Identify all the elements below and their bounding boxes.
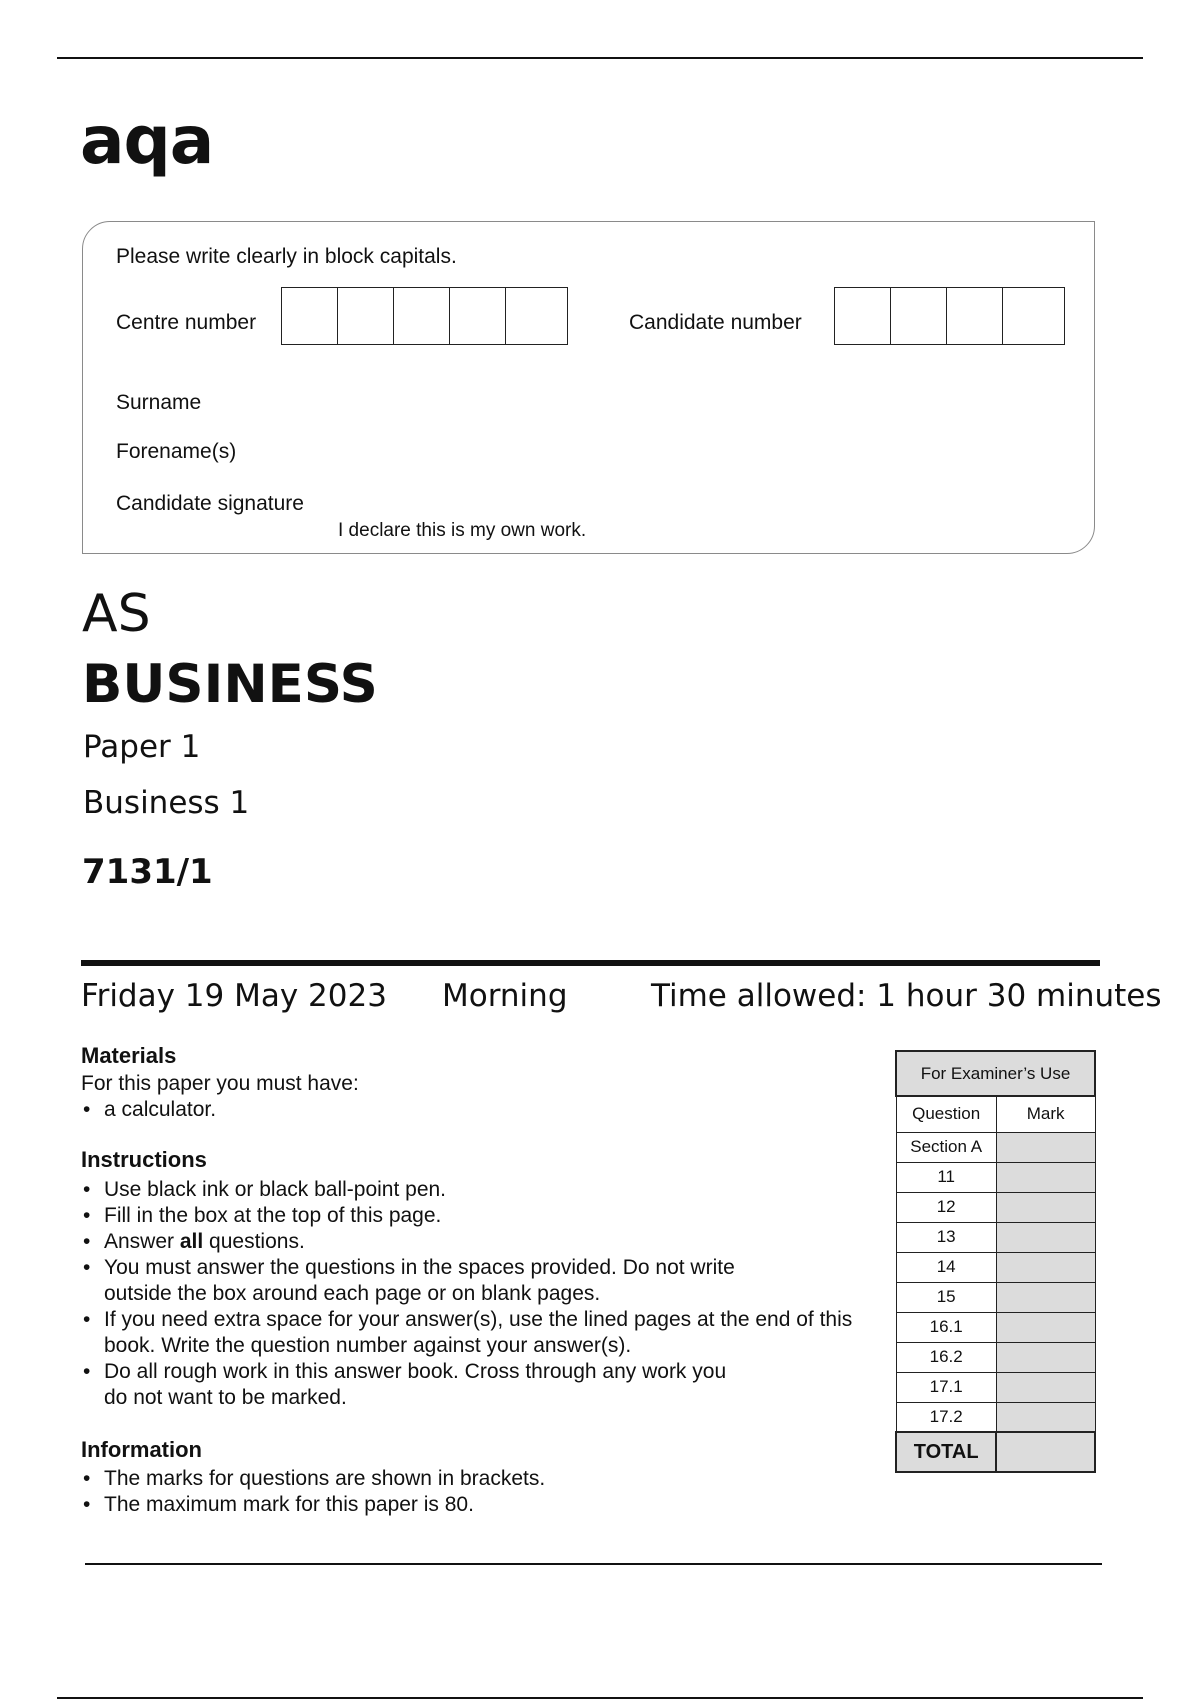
centre-number-label: Centre number — [116, 311, 257, 334]
list-item: • The maximum mark for this paper is 80. — [81, 1492, 861, 1518]
list-item: • If you need extra space for your answer(s), use the lined pages at the end of this book. Write the question number against your answer(s). — [81, 1307, 894, 1359]
information-heading: Information — [81, 1437, 202, 1462]
thick-rule — [81, 960, 1100, 966]
mark-cell — [996, 1132, 1095, 1162]
candidate-number-cell[interactable] — [947, 288, 1003, 344]
candidate-number-cell[interactable] — [835, 288, 891, 344]
mark-cell — [996, 1192, 1095, 1222]
information-list — [81, 1466, 861, 1518]
question-label: 16.1 — [896, 1312, 996, 1342]
materials-list — [81, 1097, 861, 1123]
mark-cell — [996, 1402, 1095, 1432]
mark-cell — [996, 1342, 1095, 1372]
footer-rule — [85, 1563, 1102, 1565]
centre-number-cell[interactable] — [450, 288, 506, 344]
examiner-use-table — [895, 1050, 1096, 1473]
component-name: Business 1 — [83, 785, 250, 821]
candidate-number-boxes — [834, 287, 1065, 345]
signature-label: Candidate signature — [116, 492, 304, 515]
paper-code: 7131/1 — [82, 852, 213, 892]
centre-number-cell[interactable] — [338, 288, 394, 344]
list-item: • The marks for questions are shown in brackets. — [81, 1466, 861, 1492]
candidate-number-cell[interactable] — [1003, 288, 1059, 344]
qualification-level: AS — [82, 584, 151, 644]
materials-intro: For this paper you must have: — [81, 1072, 359, 1095]
mark-cell — [996, 1222, 1095, 1252]
examiner-table-title: For Examiner’s Use — [896, 1051, 1095, 1096]
list-item: • Answer all questions. — [81, 1229, 871, 1255]
question-label: Section A — [896, 1132, 996, 1162]
mark-cell — [996, 1162, 1095, 1192]
bottom-rule — [57, 1697, 1143, 1699]
mark-cell — [996, 1252, 1095, 1282]
subject-title: BUSINESS — [82, 654, 378, 715]
exam-date: Friday 19 May 2023 — [81, 978, 387, 1014]
question-label: 11 — [896, 1162, 996, 1192]
question-label: 12 — [896, 1192, 996, 1222]
candidate-number-cell[interactable] — [891, 288, 947, 344]
question-label: 13 — [896, 1222, 996, 1252]
total-mark-cell — [996, 1432, 1095, 1472]
question-label: 14 — [896, 1252, 996, 1282]
exam-session: Morning — [442, 978, 568, 1014]
mark-column-header: Mark — [996, 1096, 1095, 1132]
question-label: 15 — [896, 1282, 996, 1312]
question-label: 17.2 — [896, 1402, 996, 1432]
question-label: 16.2 — [896, 1342, 996, 1372]
instructions-heading: Instructions — [81, 1147, 207, 1172]
candidate-number-label: Candidate number — [629, 311, 802, 334]
aqa-logo: aqa — [80, 102, 214, 179]
mark-cell — [996, 1282, 1095, 1312]
centre-number-cell[interactable] — [282, 288, 338, 344]
total-label: TOTAL — [896, 1432, 996, 1472]
paper-number: Paper 1 — [83, 729, 201, 765]
instructions-list — [81, 1177, 871, 1411]
mark-cell — [996, 1372, 1095, 1402]
top-rule — [57, 57, 1143, 59]
list-item: • You must answer the questions in the spaces provided. Do not write outside the box around each page or on blank pages. — [81, 1255, 804, 1307]
question-label: 17.1 — [896, 1372, 996, 1402]
list-item: • Use black ink or black ball-point pen. — [81, 1177, 871, 1203]
declaration-text: I declare this is my own work. — [338, 520, 587, 541]
time-allowed: Time allowed: 1 hour 30 minutes — [651, 978, 1162, 1014]
centre-number-cell[interactable] — [506, 288, 562, 344]
centre-number-boxes — [281, 287, 568, 345]
block-capitals-instruction: Please write clearly in block capitals. — [116, 245, 457, 268]
mark-cell — [996, 1312, 1095, 1342]
centre-number-cell[interactable] — [394, 288, 450, 344]
forenames-label: Forename(s) — [116, 440, 237, 463]
list-item: • Fill in the box at the top of this page. — [81, 1203, 871, 1229]
materials-heading: Materials — [81, 1043, 177, 1068]
list-item: • a calculator. — [81, 1097, 861, 1123]
question-column-header: Question — [896, 1096, 996, 1132]
surname-label: Surname — [116, 391, 202, 414]
list-item: • Do all rough work in this answer book. Cross through any work you do not want to be marked. — [81, 1359, 754, 1411]
